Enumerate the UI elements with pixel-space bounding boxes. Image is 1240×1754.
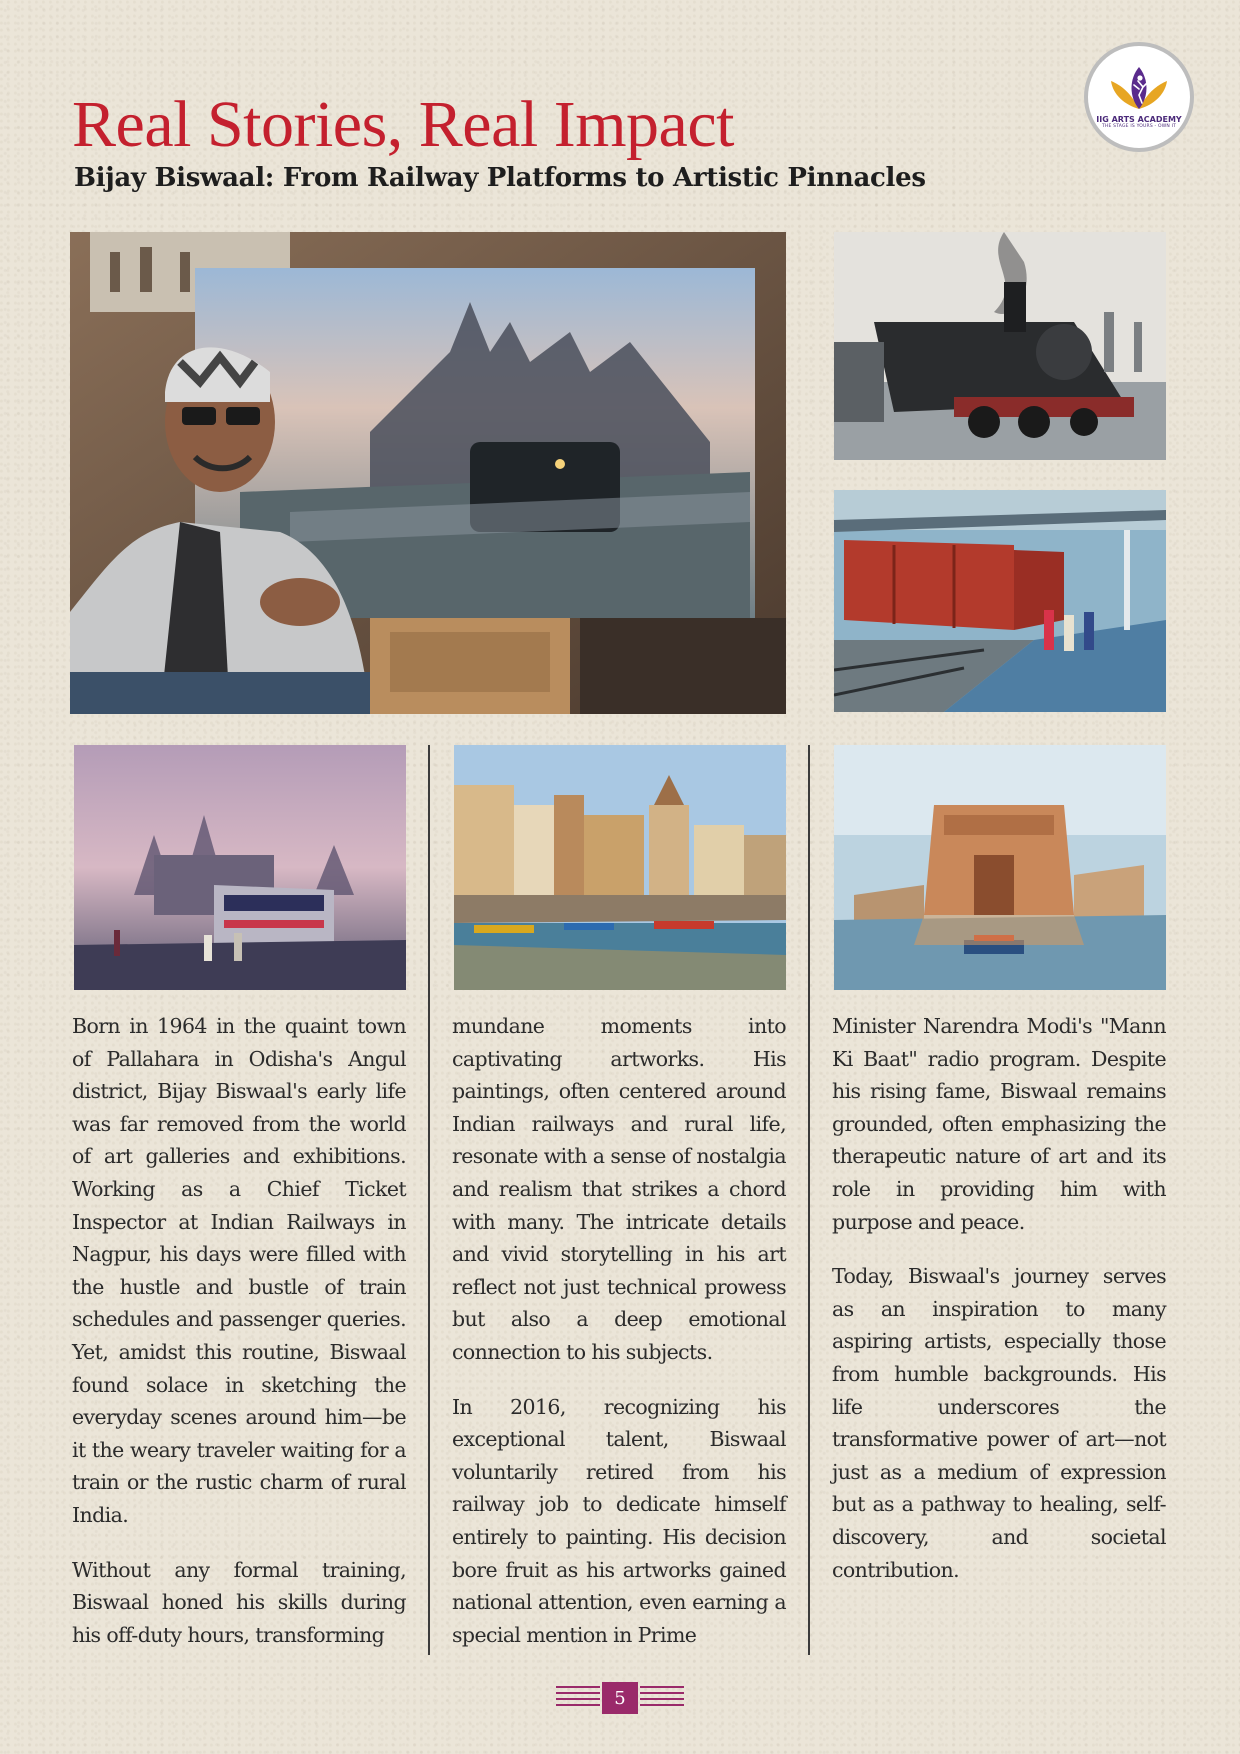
decorative-lines-right (640, 1686, 684, 1710)
logo-tagline: THE STAGE IS YOURS - OWN IT (1101, 124, 1177, 129)
logo-name: IIG ARTS ACADEMY (1096, 115, 1182, 124)
decorative-lines-left (556, 1686, 600, 1710)
article-paragraph: Born in 1964 in the quaint town of Pallahara in Odisha's Angul district, Bijay Biswaal's early life was far removed from the world of art galleries and exhibitions. Working as a Chief Ticket Inspector at Indian Railways in Nagpur, his days were filled with the hustle and bustle of train schedules and passenger queries. Yet, amidst this routine, Biswaal found solace in sketching the everyday scenes around him—be it the weary traveler waiting for a train or the rustic charm of rural India. (72, 1014, 406, 1527)
academy-logo (1084, 42, 1194, 152)
page-title: Real Stories, Real Impact (72, 88, 734, 161)
red-freight-train-platform-painting (834, 490, 1166, 712)
article-paragraph: Minister Narendra Modi's "Mann Ki Baat" radio program. Despite his rising fame, Biswaal remains grounded, often emphasizing the therapeutic nature of art and its role in providing him with purpose and peace. (832, 1014, 1166, 1234)
article-paragraph: In 2016, recognizing his exceptional talent, Biswaal voluntarily retired from his railway job to dedicate himself entirely to painting. His decision bore fruit as his artworks gained national attention, even earning a special mention in Prime (452, 1394, 786, 1647)
column-divider-2 (808, 745, 810, 1655)
article-paragraph: Without any formal training, Biswaal honed his skills during his off-duty hours, transforming (72, 1557, 406, 1647)
train-station-rain-painting (74, 745, 406, 990)
article-paragraph: mundane moments into captivating artworks. His paintings, often centered around Indian railways and rural life, resonate with a sense of nostalgia and realism that strikes a chord with many. The intricate details and vivid storytelling in his art reflect not just technical prowess but also a deep emotional connection to his subjects. (452, 1014, 786, 1364)
page-subtitle: Bijay Biswaal: From Railway Platforms to Artistic Pinnacles (74, 163, 926, 193)
artist-with-painting-photo (70, 232, 786, 714)
column-divider-1 (428, 745, 430, 1655)
article-column-2 (452, 1010, 786, 1673)
article-column-3 (832, 1010, 1166, 1608)
lotus-dancer-icon (1107, 65, 1171, 113)
page-number: 5 (602, 1682, 638, 1714)
article-paragraph: Today, Biswaal's journey serves as an inspiration to many aspiring artists, especially those from humble backgrounds. His life underscores the transformative power of art—not just as a medium of expression but as a pathway to healing, self-discovery, and societal contribution. (832, 1264, 1166, 1582)
steam-locomotive-painting (834, 232, 1166, 460)
riverside-palace-painting (834, 745, 1166, 990)
page-number-badge (556, 1682, 684, 1714)
varanasi-ghats-painting (454, 745, 786, 990)
article-column-1 (72, 1010, 406, 1673)
